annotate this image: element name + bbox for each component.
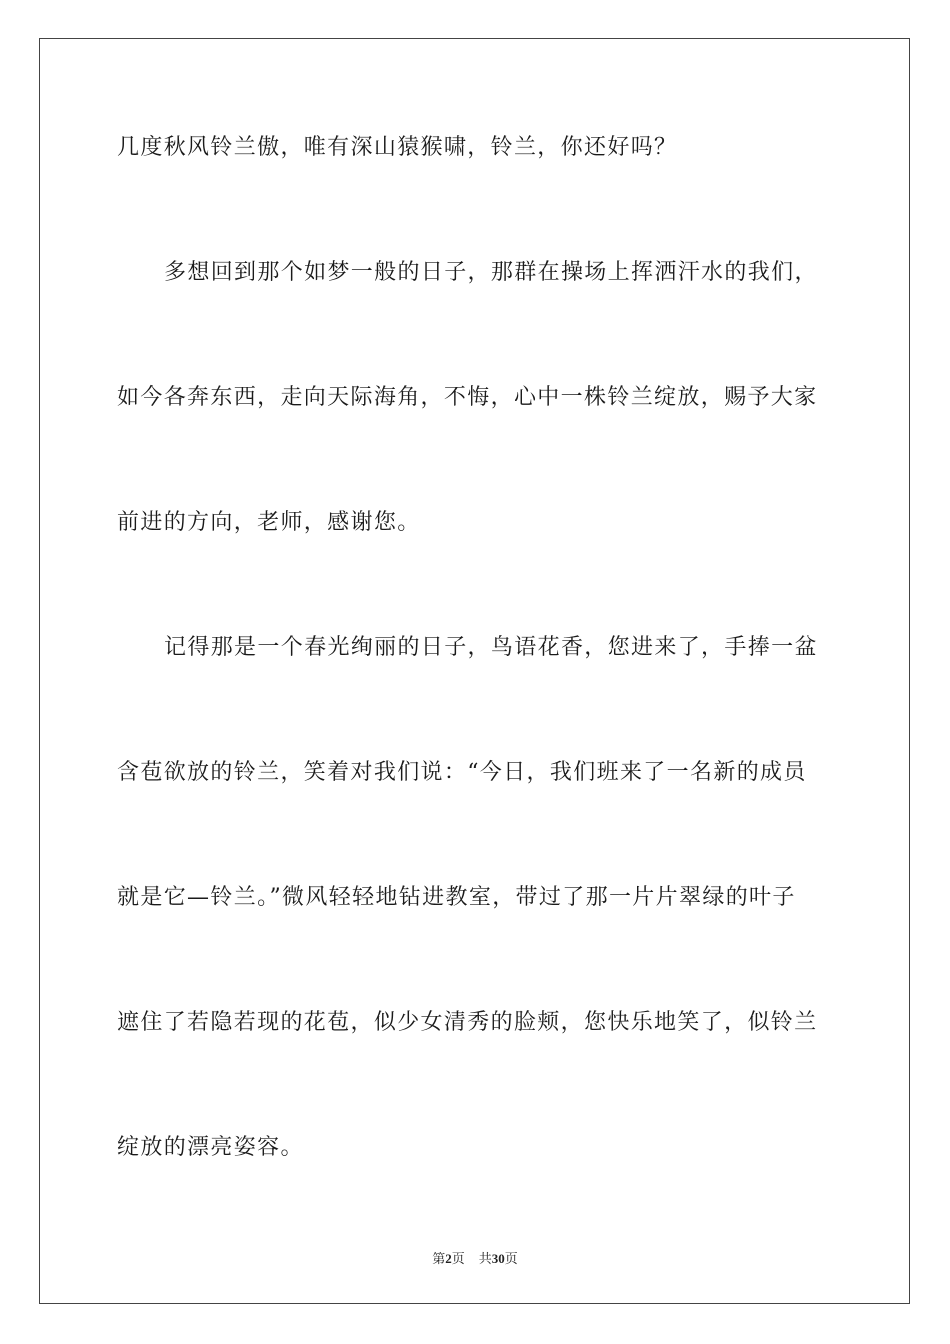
- page-prefix: 第: [432, 1251, 446, 1266]
- page-number: 2: [445, 1251, 452, 1266]
- text-line-1: 几度秋风铃兰傲，唯有深山猿猴啸，铃兰，你还好吗？: [117, 135, 678, 160]
- text-line-9: 绽放的漂亮姿容。: [117, 1135, 304, 1160]
- text-line-7: 就是它—铃兰。”微风轻轻地钻进教室，带过了那一片片翠绿的叶子: [117, 885, 796, 910]
- total-pages: 30: [491, 1251, 505, 1266]
- text-line-4: 前进的方向，老师，感谢您。: [117, 510, 421, 535]
- total-suffix: 页: [504, 1251, 518, 1266]
- text-line-5: 记得那是一个春光绚丽的日子，鸟语花香，您进来了，手捧一盆: [164, 635, 818, 660]
- page-border: [39, 38, 910, 1304]
- text-line-6: 含苞欲放的铃兰，笑着对我们说：“今日，我们班来了一名新的成员: [117, 760, 807, 785]
- text-line-2: 多想回到那个如梦一般的日子，那群在操场上挥洒汗水的我们，: [164, 260, 818, 285]
- total-prefix: 共: [478, 1251, 492, 1266]
- text-line-8: 遮住了若隐若现的花苞，似少女清秀的脸颊，您快乐地笑了，似铃兰: [117, 1010, 818, 1035]
- text-line-3: 如今各奔东西，走向天际海角，不悔，心中一株铃兰绽放，赐予大家: [117, 385, 818, 410]
- page-suffix: 页: [451, 1251, 465, 1266]
- page-footer: [0, 1248, 950, 1267]
